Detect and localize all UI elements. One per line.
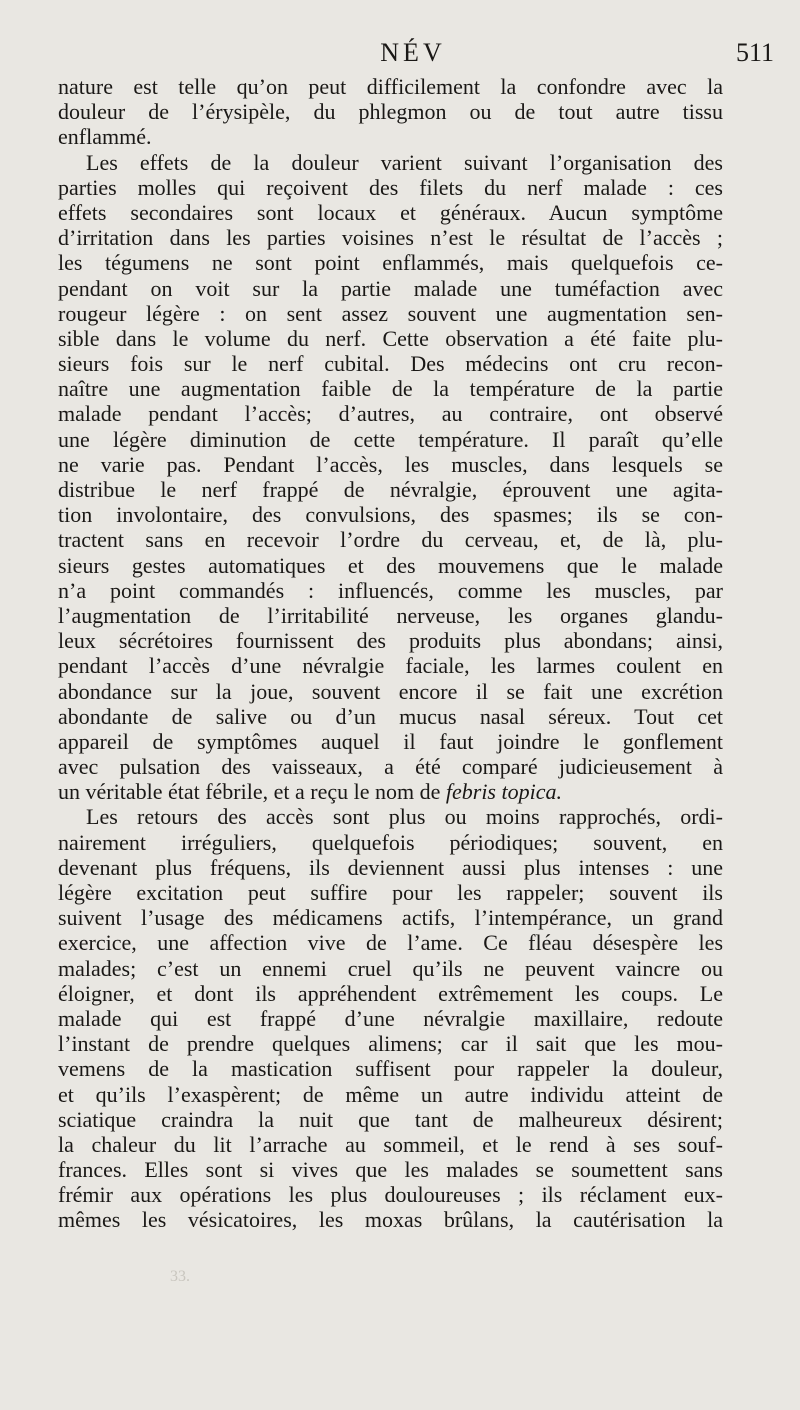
- text-line-main: un véritable état fébrile, et a reçu le nom de: [58, 779, 441, 805]
- text-line: enflammé.: [58, 124, 152, 150]
- text-line: Les effets de la douleur varient suivant l’organisation des: [86, 149, 723, 175]
- text-line: pendant on voit sur la partie malade une tuméfaction avec: [58, 275, 723, 301]
- italic-term: febris topica.: [445, 779, 562, 805]
- text-line: Les retours des accès sont plus ou moins rapprochés, ordi-: [86, 804, 723, 830]
- text-line: frémir aux opérations les plus douloureuses ; ils réclament eux-: [58, 1182, 723, 1208]
- text-line: malade pendant l’accès; d’autres, au contraire, ont observé: [58, 401, 723, 427]
- text-line: nature est telle qu’on peut difficilement la confondre avec la: [58, 74, 723, 99]
- text-line: éloigner, et dont ils appréhendent extrêmement les coups. Le: [58, 980, 723, 1006]
- text-line: d’irritation dans les parties voisines n’est le résultat de l’accès ;: [58, 225, 723, 251]
- text-line: n’a point commandés : influencés, comme les muscles, par: [58, 577, 723, 603]
- running-head-title: NÉV: [380, 38, 446, 67]
- text-line: pendant l’accès d’une névralgie faciale, les larmes coulent en: [58, 653, 723, 679]
- text-line: abondante de salive ou d’un mucus nasal séreux. Tout cet: [58, 703, 723, 729]
- text-line-with-term: [58, 779, 723, 804]
- text-line: sciatique craindra la nuit que tant de malheureux désirent;: [58, 1106, 723, 1132]
- text-line: devenant plus fréquens, ils deviennent aussi plus intenses : une: [58, 854, 723, 880]
- text-line: abondance sur la joue, souvent encore il se fait une excrétion: [58, 678, 723, 704]
- text-line: malade qui est frappé d’une névralgie maxillaire, redoute: [58, 1005, 723, 1031]
- text-line: la chaleur du lit l’arrache au sommeil, et le rend à ses souf-: [58, 1131, 723, 1157]
- body-text: [58, 74, 723, 1233]
- text-line: les tégumens ne sont point enflammés, mais quelquefois ce-: [58, 250, 723, 276]
- text-line: exercice, une affection vive de l’ame. Ce fléau désespère les: [58, 930, 723, 956]
- text-line: légère excitation peut suffire pour les rappeler; souvent ils: [58, 880, 723, 905]
- text-line: avec pulsation des vaisseaux, a été comparé judicieusement à: [58, 754, 723, 780]
- text-line: sieurs gestes automatiques et des mouvemens que le malade: [58, 552, 723, 578]
- text-line: sible dans le volume du nerf. Cette observation a été faite plu-: [58, 325, 723, 351]
- text-line: une légère diminution de cette température. Il paraît qu’elle: [58, 426, 723, 452]
- text-line: nairement irréguliers, quelquefois périodiques; souvent, en: [58, 829, 723, 855]
- text-line: malades; c’est un ennemi cruel qu’ils ne peuvent vaincre ou: [58, 955, 723, 981]
- text-line: effets secondaires sont locaux et généraux. Aucun symptôme: [58, 199, 723, 225]
- text-line: distribue le nerf frappé de névralgie, éprouvent une agita-: [58, 477, 723, 502]
- text-line: vemens de la mastication suffisent pour rappeler la douleur,: [58, 1056, 723, 1082]
- text-line: mêmes les vésicatoires, les moxas brûlans, la cautérisation la: [58, 1207, 723, 1233]
- text-line: rougeur légère : on sent assez souvent une augmentation sen-: [58, 300, 723, 326]
- text-line: naître une augmentation faible de la température de la partie: [58, 376, 723, 402]
- text-line: l’instant de prendre quelques alimens; car il sait que les mou-: [58, 1031, 723, 1057]
- running-head: [52, 38, 774, 72]
- text-line: ne varie pas. Pendant l’accès, les muscles, dans lesquels se: [58, 451, 723, 477]
- text-line: frances. Elles sont si vives que les malades se soumettent sans: [58, 1157, 723, 1183]
- text-line: douleur de l’érysipèle, du phlegmon ou de tout autre tissu: [58, 99, 723, 125]
- page-number: 511: [735, 38, 774, 67]
- signature-mark: 33.: [170, 1268, 190, 1285]
- text-line: l’augmentation de l’irritabilité nerveuse, les organes glandu-: [58, 602, 723, 628]
- text-line: leux sécrétoires fournissent des produits plus abondans; ainsi,: [58, 628, 723, 654]
- text-line: parties molles qui reçoivent des filets du nerf malade : ces: [58, 174, 723, 200]
- text-line: tion involontaire, des convulsions, des spasmes; ils se con-: [58, 502, 723, 528]
- text-line: tractent sans en recevoir l’ordre du cerveau, et, de là, plu-: [58, 527, 723, 553]
- text-line: appareil de symptômes auquel il faut joindre le gonflement: [58, 728, 723, 754]
- text-line: sieurs fois sur le nerf cubital. Des médecins ont cru recon-: [58, 351, 723, 377]
- text-line: et qu’ils l’exaspèrent; de même un autre individu atteint de: [58, 1081, 723, 1107]
- text-line: suivent l’usage des médicamens actifs, l’intempérance, un grand: [58, 905, 723, 931]
